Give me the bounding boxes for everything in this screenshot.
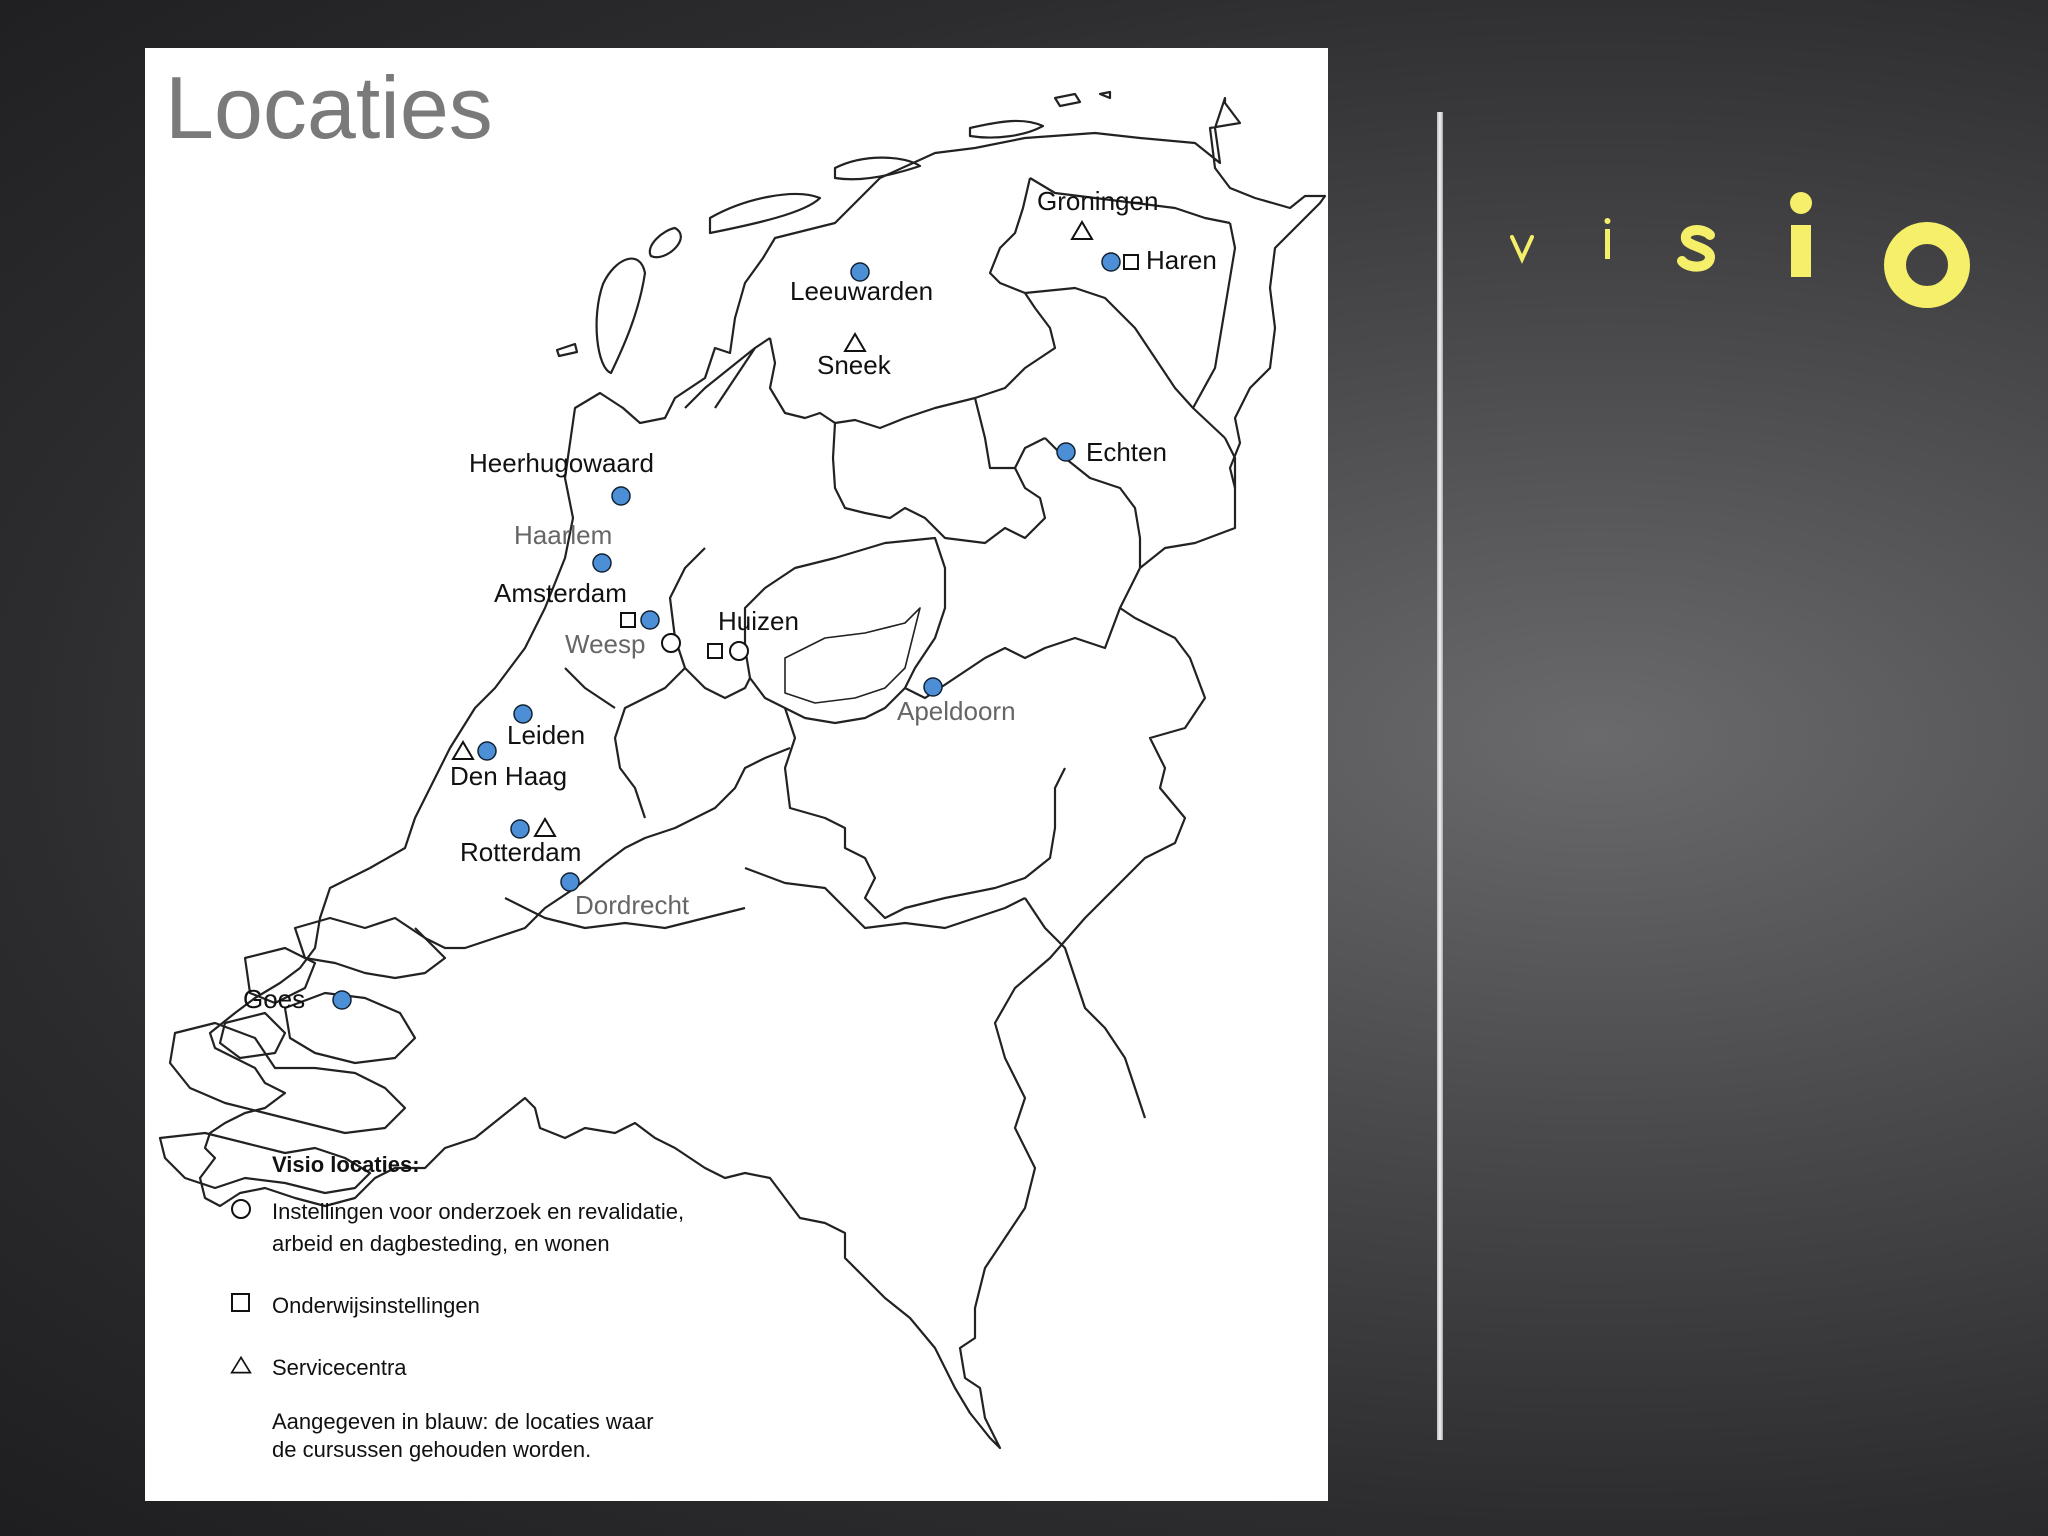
logo-dot-i-bold — [1790, 192, 1812, 214]
legend-triangle-text: Servicecentra — [272, 1355, 407, 1380]
border-nb-limburg — [1025, 898, 1145, 1118]
marker-huizen-circle — [730, 642, 748, 660]
label-sneek: Sneek — [817, 350, 891, 380]
island-ameland — [835, 158, 920, 180]
legend-note-line1: Aangegeven in blauw: de locaties waar — [272, 1409, 654, 1434]
marker-den-haag-triangle — [453, 742, 473, 759]
marker-groningen-triangle — [1072, 222, 1092, 239]
label-leeuwarden: Leeuwarden — [790, 276, 934, 306]
island-rottumeroog — [1055, 92, 1110, 106]
logo-letter-i-small — [1605, 229, 1610, 259]
marker-echten-blue — [1057, 443, 1075, 461]
legend-heading: Visio locaties: — [272, 1152, 420, 1177]
island-vlieland — [650, 228, 681, 257]
label-dordrecht: Dordrecht — [575, 890, 690, 920]
logo-letter-i-bold — [1791, 225, 1811, 277]
zeeland-island-4 — [220, 1013, 285, 1058]
label-goes: Goes — [243, 984, 306, 1014]
marker-dordrecht-blue — [561, 873, 579, 891]
label-rotterdam: Rotterdam — [460, 837, 582, 867]
marker-sneek-triangle — [845, 334, 865, 351]
label-haren: Haren — [1146, 245, 1217, 275]
island-texel — [597, 259, 645, 373]
netherlands-map — [145, 48, 1328, 1501]
border-nh-zh — [565, 668, 615, 708]
marker-weesp-circle — [662, 634, 680, 652]
label-huizen: Huizen — [718, 606, 799, 636]
flevoland-lake — [785, 608, 920, 703]
zeeland-walcheren — [170, 1023, 405, 1133]
marker-den-haag-blue — [478, 742, 496, 760]
border-groningen-drenthe — [1025, 288, 1225, 438]
marker-rotterdam-triangle — [535, 819, 555, 836]
marker-haren-blue — [1102, 253, 1120, 271]
logo-letter-v — [1512, 237, 1532, 259]
triangle-icon — [230, 1354, 252, 1376]
legend-circle-text — [272, 1196, 792, 1260]
marker-rotterdam-blue — [511, 820, 529, 838]
island-small — [557, 344, 577, 356]
label-apeldoorn: Apeldoorn — [897, 696, 1016, 726]
square-icon — [230, 1292, 252, 1314]
border-zh-utrecht — [615, 668, 685, 818]
marker-goes-blue — [333, 991, 351, 1009]
legend-square-text: Onderwijsinstellingen — [272, 1293, 480, 1318]
marker-haren-square — [1124, 255, 1138, 269]
label-leiden: Leiden — [507, 720, 586, 750]
marker-huizen-square — [708, 644, 722, 658]
island-terschelling — [710, 194, 820, 233]
border-flevoland-north — [833, 423, 1045, 543]
legend-circle-line1: Instellingen voor onderzoek en revalidatie, — [272, 1199, 685, 1224]
marker-haarlem-blue — [593, 554, 611, 572]
label-groningen: Groningen — [1037, 186, 1159, 216]
logo-dot-i-small — [1605, 218, 1611, 224]
legend-note-line2: de cursussen gehouden worden. — [272, 1437, 592, 1462]
legend-circle-line2: arbeid en dagbesteding, en wonen — [272, 1231, 610, 1256]
slide-title: Locaties — [165, 58, 493, 157]
logo-letter-o — [1895, 233, 1959, 297]
label-den-haag: Den Haag — [450, 761, 568, 791]
border-gelderland-west — [785, 708, 1065, 918]
label-echten: Echten — [1086, 437, 1167, 467]
label-heerhugowaard: Heerhugowaard — [469, 448, 655, 478]
border-drenthe-overijssel — [975, 398, 1015, 468]
island-schiermonnikoog — [970, 121, 1043, 138]
marker-amsterdam-blue — [641, 611, 659, 629]
marker-heerhugowaard-blue — [612, 487, 630, 505]
circle-icon — [230, 1198, 252, 1220]
visio-logo — [1500, 185, 1980, 315]
logo-letter-s — [1682, 230, 1710, 267]
vertical-divider — [1437, 112, 1443, 1440]
marker-apeldoorn-blue — [924, 678, 942, 696]
label-haarlem: Haarlem — [514, 520, 613, 550]
label-amsterdam: Amsterdam — [494, 578, 627, 608]
marker-amsterdam-square — [621, 613, 635, 627]
label-weesp: Weesp — [565, 629, 646, 659]
border-utrecht-south — [605, 748, 790, 863]
